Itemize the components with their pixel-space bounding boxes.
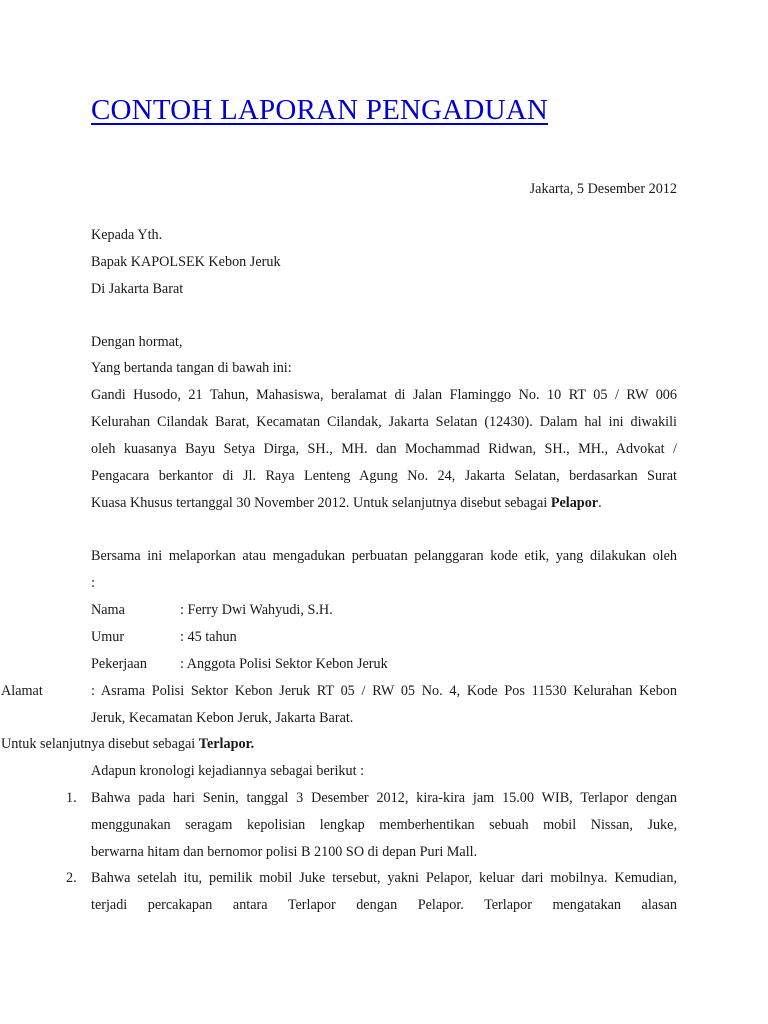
identity-job-label: Pekerjaan bbox=[91, 656, 147, 672]
identity-name-value: : Ferry Dwi Wahyudi, S.H. bbox=[180, 602, 333, 618]
reporter-line: oleh kuasanya Bayu Setya Dirga, SH., MH. dan Mochammad Ridwan, SH., MH., Advokat / bbox=[91, 441, 677, 457]
reporter-line-last bbox=[91, 494, 602, 512]
reporter-line: Pengacara berkantor di Jl. Raya Lenteng Agung No. 24, Jakarta Selatan, berdasarkan Surat bbox=[91, 468, 677, 484]
chronology-intro: Adapun kronologi kejadiannya sebagai berikut : bbox=[91, 763, 365, 779]
recipient-line-1: Kepada Yth. bbox=[91, 227, 163, 243]
item-line: terjadi percakapan antara Terlapor dengan Pelapor. Terlapor mengatakan alasan bbox=[91, 897, 677, 913]
identity-address-cont: Jeruk, Kecamatan Kebon Jeruk, Jakarta Barat. bbox=[91, 710, 354, 726]
item-line: Bahwa setelah itu, pemilik mobil Juke tersebut, yakni Pelapor, keluar dari mobilnya. Kemudian, bbox=[91, 870, 677, 886]
recipient-line-2: Bapak KAPOLSEK Kebon Jeruk bbox=[91, 254, 281, 270]
reported-prefix: Untuk selanjutnya disebut sebagai bbox=[1, 736, 196, 752]
reported-term: Terlapor. bbox=[198, 736, 255, 752]
report-intro-colon: : bbox=[91, 575, 95, 591]
reporter-term: Pelapor bbox=[550, 495, 599, 511]
item-number: 2. bbox=[66, 870, 77, 886]
item-line: Bahwa pada hari Senin, tanggal 3 Desember 2012, kira-kira jam 15.00 WIB, Terlapor dengan bbox=[91, 790, 677, 806]
report-intro: Bersama ini melaporkan atau mengadukan perbuatan pelanggaran kode etik, yang dilakukan oleh bbox=[91, 548, 677, 564]
document-title: CONTOH LAPORAN PENGADUAN bbox=[91, 94, 549, 126]
reported-line bbox=[1, 735, 254, 753]
reporter-line: Kelurahan Cilandak Barat, Kecamatan Cilandak, Jakarta Selatan (12430). Dalam hal ini diwakili bbox=[91, 414, 677, 430]
intro-line: Yang bertanda tangan di bawah ini: bbox=[91, 360, 292, 376]
identity-job-value: : Anggota Polisi Sektor Kebon Jeruk bbox=[180, 656, 388, 672]
recipient-line-3: Di Jakarta Barat bbox=[91, 281, 184, 297]
letter-date: Jakarta, 5 Desember 2012 bbox=[529, 181, 677, 197]
reporter-line-text: Kuasa Khusus tertanggal 30 November 2012. Untuk selanjutnya disebut sebagai bbox=[91, 495, 548, 511]
identity-age-value: : 45 tahun bbox=[180, 629, 237, 645]
identity-name-label: Nama bbox=[91, 602, 125, 618]
item-number: 1. bbox=[66, 790, 77, 806]
item-line-last: berwarna hitam dan bernomor polisi B 2100 SO di depan Puri Mall. bbox=[91, 844, 478, 860]
identity-age-label: Umur bbox=[91, 629, 125, 645]
greeting: Dengan hormat, bbox=[91, 334, 183, 350]
identity-address-label: Alamat bbox=[1, 683, 43, 699]
reporter-end: . bbox=[598, 495, 602, 511]
identity-address-value: : Asrama Polisi Sektor Kebon Jeruk RT 05 / RW 05 No. 4, Kode Pos 11530 Kelurahan Kebon bbox=[91, 683, 677, 699]
item-line: menggunakan seragam kepolisian lengkap memberhentikan sebuah mobil Nissan, Juke, bbox=[91, 817, 677, 833]
reporter-line: Gandi Husodo, 21 Tahun, Mahasiswa, beralamat di Jalan Flaminggo No. 10 RT 05 / RW 006 bbox=[91, 387, 677, 403]
